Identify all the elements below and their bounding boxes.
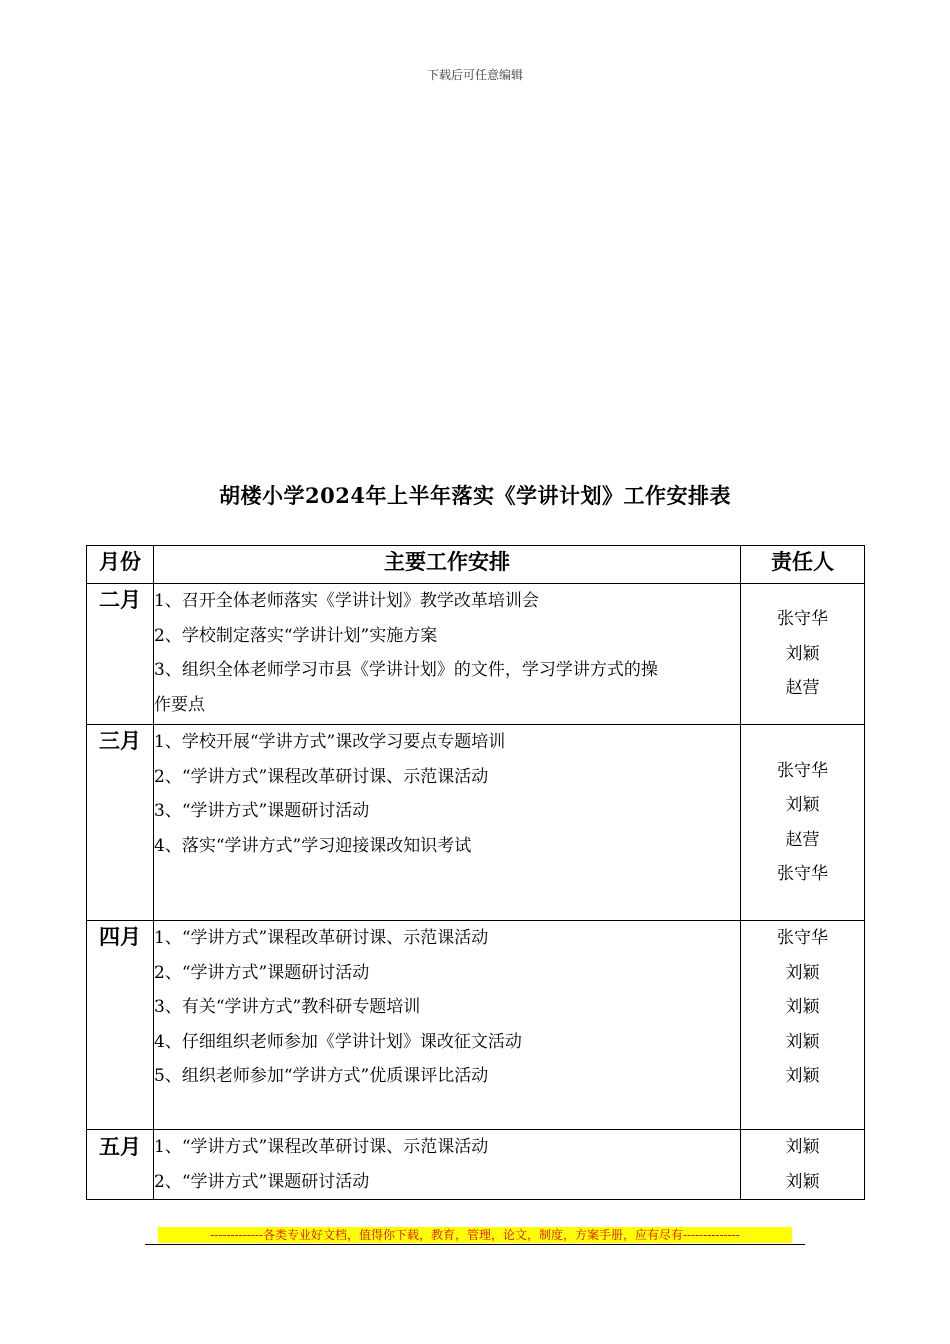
- owner-name: 刘颖: [785, 962, 820, 983]
- footer-banner: -------------各类专业好文档，值得你下载，教育，管理，论文，制度，方案手册，应有尽有--------------: [158, 1227, 792, 1243]
- task-item: 1、“学讲方式”课程改革研讨课、示范课活动: [154, 1137, 489, 1157]
- owner-name: 刘颖: [785, 1031, 820, 1052]
- owner-name: 赵营: [785, 678, 820, 699]
- work-schedule-table: [86, 545, 865, 1200]
- month-cell: 二月: [87, 584, 154, 725]
- document-title: 胡楼小学2024年上半年落实《学讲计划》工作安排表: [219, 483, 731, 508]
- tasks-cell: [154, 584, 741, 725]
- task-item: 2、“学讲方式”课程改革研讨课、示范课活动: [154, 766, 489, 787]
- tasks-cell: [154, 921, 741, 1130]
- task-item: 2、“学讲方式”课题研讨活动: [154, 962, 370, 983]
- tasks-cell: [154, 725, 741, 921]
- owner-name: 刘颖: [785, 997, 820, 1017]
- task-item: 2、学校制定落实“学讲计划”实施方案: [154, 625, 438, 646]
- owner-name: 刘颖: [785, 795, 820, 815]
- owner-name: 赵营: [785, 829, 820, 850]
- task-item: 5、组织老师参加“学讲方式”优质课评比活动: [154, 1066, 489, 1086]
- owners-cell: [741, 725, 865, 921]
- month-cell: [87, 1130, 154, 1200]
- task-item: 3、有关“学讲方式”教科研专题培训: [154, 997, 421, 1017]
- month-cell: 四月: [87, 921, 154, 1130]
- owner-name: 刘颖: [785, 1137, 820, 1157]
- task-item: 3、“学讲方式”课题研讨活动: [154, 801, 370, 821]
- owners-cell: [741, 1130, 865, 1200]
- task-item: 3、组织全体老师学习市县《学讲计划》的文件，学习学讲方式的操: [154, 660, 658, 680]
- table-row: [87, 921, 865, 1130]
- task-item: 4、落实“学讲方式”学习迎接课改知识考试: [154, 835, 472, 856]
- tasks-cell: [154, 1130, 741, 1200]
- task-item: 1、学校开展“学讲方式”课改学习要点专题培训: [154, 732, 506, 752]
- task-item: 1、召开全体老师落实《学讲计划》教学改革培训会: [154, 591, 539, 611]
- table-row: [87, 584, 865, 725]
- table-header-row: [87, 546, 865, 584]
- owner-name: 刘颖: [785, 1171, 820, 1192]
- owner-name: 张守华: [777, 609, 828, 630]
- owner-name: 刘颖: [785, 643, 820, 664]
- task-item: 作要点: [154, 694, 205, 715]
- table-row: [87, 725, 865, 921]
- owners-cell: [741, 584, 865, 725]
- owner-name: 张守华: [777, 928, 828, 948]
- task-item: 4、仔细组织老师参加《学讲计划》课改征文活动: [154, 1031, 522, 1052]
- column-header-month: 月份: [87, 546, 154, 584]
- task-item: 1、“学讲方式”课程改革研讨课、示范课活动: [154, 928, 489, 948]
- page-header-note: 下载后可任意编辑: [426, 68, 523, 82]
- table-row: [87, 1130, 865, 1200]
- footer-divider: [145, 1244, 805, 1245]
- owner-name: 张守华: [777, 864, 828, 884]
- column-header-tasks: 主要工作安排: [154, 546, 741, 584]
- column-header-owner: 责任人: [741, 546, 865, 584]
- month-label: 五月: [99, 1134, 141, 1159]
- task-item: 2、“学讲方式”课题研讨活动: [154, 1171, 370, 1192]
- owner-name: 张守华: [777, 760, 828, 781]
- owners-cell: [741, 921, 865, 1130]
- month-cell: 三月: [87, 725, 154, 921]
- owner-name: 刘颖: [785, 1066, 820, 1086]
